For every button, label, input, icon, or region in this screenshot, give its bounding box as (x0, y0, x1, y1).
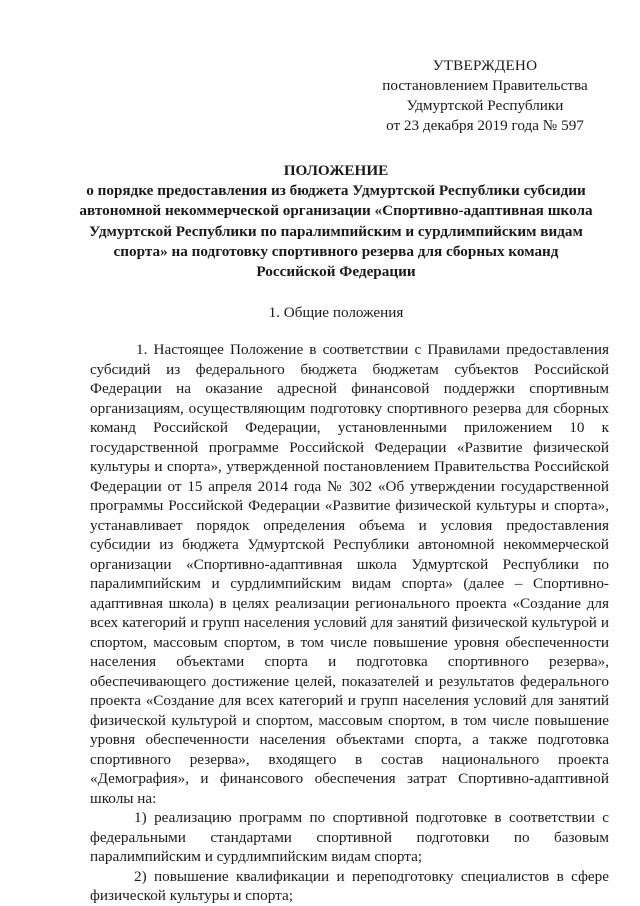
title-main: ПОЛОЖЕНИЕ (283, 162, 389, 179)
title-line-2: автономной некоммерческой организации «Спортивно-адаптивная школа (79, 202, 593, 220)
document-title (70, 161, 602, 282)
title-line-3: Удмуртской Республики по паралимпийским и сурдлимпийским видам (89, 222, 583, 240)
list-item-1: 1) реализацию программ по спортивной подготовке в соответствии с федеральными стандартами спортивной подготовки по базовым паралимпийским и сурдлимпийским видам спорта; (90, 809, 609, 865)
paragraph-1: 1. Настоящее Положение в соответствии с Правилами предоставления субсидий из федерального бюджета бюджетам субъектов Российской Федерации на оказание адресной финансовой поддержки спортивным организациям, осуществляющим подготовку спортивного резерва для сборных команд Российской Федерации, установленными приложением 10 к государственной программе Российской Федерации «Развитие физической культуры и спорта», утвержденной постановлением Правительства Российской Федерации от 15 апреля 2014 года № 302 «Об утверждении государственной программы Российской Федерации «Развитие физической культуры и спорта», устанавливает порядок определения объема и условия предоставления субсидии из бюджета Удмуртской Республики автономной некоммерческой организации «Спортивно-адаптивная школа Удмуртской Республики по паралимпийским и сурдлимпийским видам спорта» (далее – Спортивно-адаптивная школа) в целях реализации регионального проекта «Создание для всех категорий и групп населения условий для занятий физической культурой и спортом, массовым спортом, в том числе повышение уровня обеспеченности населения объектами спорта и подготовка спортивного резерва», обеспечивающего достижение целей, показателей и результатов федерального проекта «Создание для всех категорий и групп населения условий для занятий физической культурой и спортом, массовым спортом, в том числе повышение уровня обеспеченности населения объектами спорта, а также подготовка спортивного резерва», входящего в состав национального проекта «Демография», и финансового обеспечения затрат Спортивно-адаптивной школы на: (90, 341, 609, 807)
approval-line-2: Удмуртской Республики (406, 97, 564, 114)
approval-heading: УТВЕРЖДЕНО (432, 57, 538, 74)
document-body (90, 340, 609, 906)
title-line-5: Российской Федерации (256, 263, 416, 281)
title-line-4: спорта» на подготовку спортивного резерва для сборных команд (113, 242, 559, 260)
section-heading: 1. Общие положения (268, 304, 404, 321)
title-line-1: о порядке предоставления из бюджета Удмуртской Республики субсидии (86, 182, 586, 200)
approval-stamp (370, 56, 600, 136)
approval-line-1: постановлением Правительства (382, 77, 588, 94)
approval-line-3: от 23 декабря 2019 года № 597 (386, 117, 584, 134)
list-item-2: 2) повышение квалификации и переподготовку специалистов в сфере физической культуры и спорта; (90, 867, 609, 904)
